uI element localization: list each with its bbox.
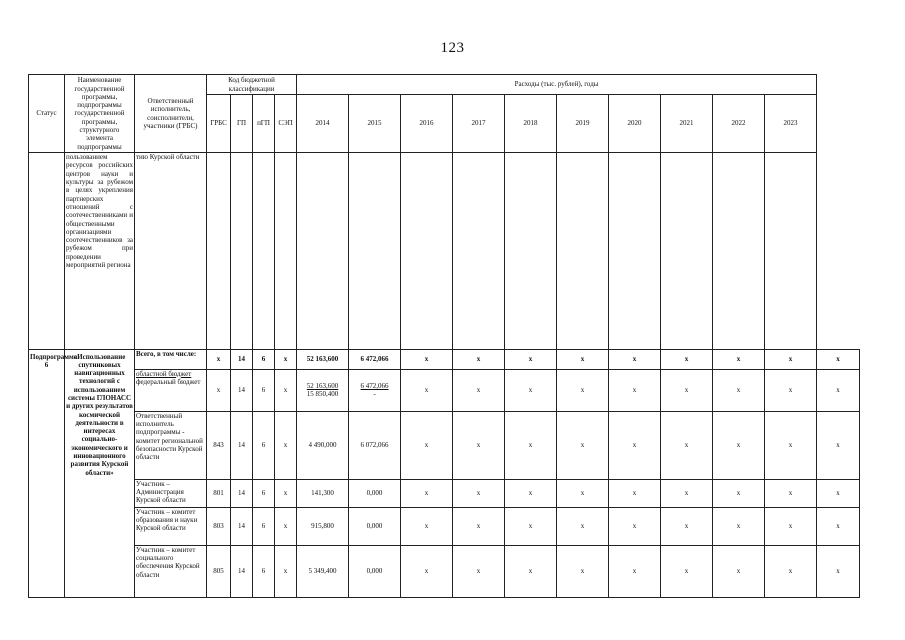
row-2019: x: [557, 349, 609, 369]
row-2015-federal: -: [373, 390, 376, 399]
row-2014: 5 349,400: [297, 545, 349, 597]
row-pgp: 6: [253, 411, 275, 479]
table-row: [29, 507, 860, 545]
row-2016: x: [401, 545, 453, 597]
table-row: [29, 411, 860, 479]
row-2023: x: [765, 545, 817, 597]
row-2018: x: [505, 369, 557, 411]
row-2021: x: [661, 545, 713, 597]
header-year-2020: 2020: [609, 95, 661, 153]
row-2015: 0,000: [349, 545, 401, 597]
row-2019: x: [557, 479, 609, 507]
row-2022: x: [713, 545, 765, 597]
header-code-grbs: ГРБС: [207, 95, 231, 153]
header-year-2018: 2018: [505, 95, 557, 153]
header-year-2023: 2023: [765, 95, 817, 153]
row-2022: x: [713, 369, 765, 411]
row-pgp: 6: [253, 349, 275, 369]
row-2020: x: [609, 411, 661, 479]
row-sep: x: [275, 545, 297, 597]
row-2014-federal: 15 850,400: [306, 390, 339, 399]
row-gp: 14: [231, 507, 253, 545]
page-number: 123: [440, 40, 465, 56]
row-2015-regional: 6 472,066: [360, 381, 389, 390]
table-row: [29, 349, 860, 369]
row-2021: x: [661, 479, 713, 507]
row-2023: x: [765, 369, 817, 411]
row-pgp: 6: [253, 507, 275, 545]
row-2021: x: [661, 507, 713, 545]
header-year-2017: 2017: [453, 95, 505, 153]
row-2018: x: [505, 411, 557, 479]
row-2024: x: [817, 507, 860, 545]
row-sep: x: [275, 369, 297, 411]
row-2015: 6 472,066: [349, 349, 401, 369]
continuation-row: [29, 153, 860, 349]
row-label: Ответственный исполнитель подпрограммы - комитет региональной безопасности Курской области: [135, 411, 207, 479]
row-2014: 141,300: [297, 479, 349, 507]
subprogram-status: Подпрограмма 6: [29, 349, 65, 597]
header-status: Статус: [29, 75, 65, 153]
row-pgp: 6: [253, 369, 275, 411]
header-code-pgp: пГП: [253, 95, 275, 153]
row-2024: x: [817, 349, 860, 369]
header-responsible: Ответственный исполнитель, соисполнители, участники (ГРБС): [135, 75, 207, 153]
header-code-gp: ГП: [231, 95, 253, 153]
row-2016: x: [401, 507, 453, 545]
row-sep: x: [275, 349, 297, 369]
row-2019: x: [557, 545, 609, 597]
row-grbs: x: [207, 369, 231, 411]
header-expenses-group: Расходы (тыс. рублей), годы: [297, 75, 817, 95]
row-2015: 6 072,066: [349, 411, 401, 479]
header-year-2015: 2015: [349, 95, 401, 153]
row-2015: 0,000: [349, 479, 401, 507]
row-2017: x: [453, 479, 505, 507]
row-2017: x: [453, 507, 505, 545]
row-2024: x: [817, 545, 860, 597]
table-row: [29, 369, 860, 411]
row-2014: [297, 369, 349, 411]
row-label: [135, 369, 207, 411]
row-2015: [349, 369, 401, 411]
row-2022: x: [713, 349, 765, 369]
table-row: [29, 479, 860, 507]
row-2020: x: [609, 545, 661, 597]
row-2019: x: [557, 369, 609, 411]
row-label: Всего, в том числе:: [135, 349, 207, 369]
row-pgp: 6: [253, 479, 275, 507]
header-code-group: Код бюджетной классификации: [207, 75, 297, 95]
continuation-name: пользованием ресурсов российских центров науки и культуры за рубежом в целях укрепления партнерских отношений с соотечественниками и общественными организациями соотечественников за рубежом при проведении мероприятий региона: [65, 153, 135, 349]
budget-table: [28, 74, 860, 598]
row-sep: x: [275, 479, 297, 507]
row-2022: x: [713, 411, 765, 479]
row-grbs: 805: [207, 545, 231, 597]
header-year-2022: 2022: [713, 95, 765, 153]
table-row: [29, 545, 860, 597]
header-row-1: [29, 75, 860, 95]
row-2016: x: [401, 479, 453, 507]
row-2023: x: [765, 507, 817, 545]
row-2016: x: [401, 411, 453, 479]
row-gp: 14: [231, 479, 253, 507]
row-2023: x: [765, 411, 817, 479]
row-2024: x: [817, 479, 860, 507]
row-2022: x: [713, 507, 765, 545]
row-2017: x: [453, 349, 505, 369]
row-label-federal: федеральный бюджет: [136, 377, 201, 386]
row-grbs: 843: [207, 411, 231, 479]
row-label-regional: областной бюджет: [136, 369, 192, 378]
row-2018: x: [505, 545, 557, 597]
row-grbs: 801: [207, 479, 231, 507]
row-2022: x: [713, 479, 765, 507]
row-label: Участник – комитет образования и науки Курской области: [135, 507, 207, 545]
row-2016: x: [401, 369, 453, 411]
row-sep: x: [275, 507, 297, 545]
row-2024: x: [817, 369, 860, 411]
row-2020: x: [609, 349, 661, 369]
row-2020: x: [609, 507, 661, 545]
row-2019: x: [557, 411, 609, 479]
row-2023: x: [765, 349, 817, 369]
row-2014-regional: 52 163,600: [306, 381, 339, 390]
row-label: Участник – Администрация Курской области: [135, 479, 207, 507]
row-2014: 52 163,600: [297, 349, 349, 369]
row-2020: x: [609, 369, 661, 411]
row-pgp: 6: [253, 545, 275, 597]
row-label: Участник – комитет социального обеспечения Курской области: [135, 545, 207, 597]
row-2017: x: [453, 545, 505, 597]
row-2015: 0,000: [349, 507, 401, 545]
row-2014: 915,800: [297, 507, 349, 545]
row-2021: x: [661, 349, 713, 369]
header-year-2019: 2019: [557, 95, 609, 153]
row-gp: 14: [231, 411, 253, 479]
row-grbs: 803: [207, 507, 231, 545]
row-2021: x: [661, 411, 713, 479]
row-2017: x: [453, 411, 505, 479]
row-grbs: x: [207, 349, 231, 369]
row-gp: 14: [231, 369, 253, 411]
row-2017: x: [453, 369, 505, 411]
row-2023: x: [765, 479, 817, 507]
header-code-sep: СЭП: [275, 95, 297, 153]
row-gp: 14: [231, 349, 253, 369]
subprogram-name: «Использование спутниковых навигационных технологий с использованием системы ГЛОНАСС и других результатов космической деятельности в интересах социально-экономического и инновационного развития Курской области»: [65, 349, 135, 597]
row-2018: x: [505, 349, 557, 369]
continuation-responsible: тию Курской области: [135, 153, 207, 349]
row-2018: x: [505, 479, 557, 507]
row-2014: 4 490,000: [297, 411, 349, 479]
header-year-2016: 2016: [401, 95, 453, 153]
row-gp: 14: [231, 545, 253, 597]
row-sep: x: [275, 411, 297, 479]
row-2019: x: [557, 507, 609, 545]
row-2024: x: [817, 411, 860, 479]
header-year-2014: 2014: [297, 95, 349, 153]
row-2021: x: [661, 369, 713, 411]
row-2020: x: [609, 479, 661, 507]
row-2018: x: [505, 507, 557, 545]
header-name: Наименование государственной программы, подпрограммы государственной программы, структурного элемента подпрограммы: [65, 75, 135, 153]
row-2016: x: [401, 349, 453, 369]
header-year-2021: 2021: [661, 95, 713, 153]
